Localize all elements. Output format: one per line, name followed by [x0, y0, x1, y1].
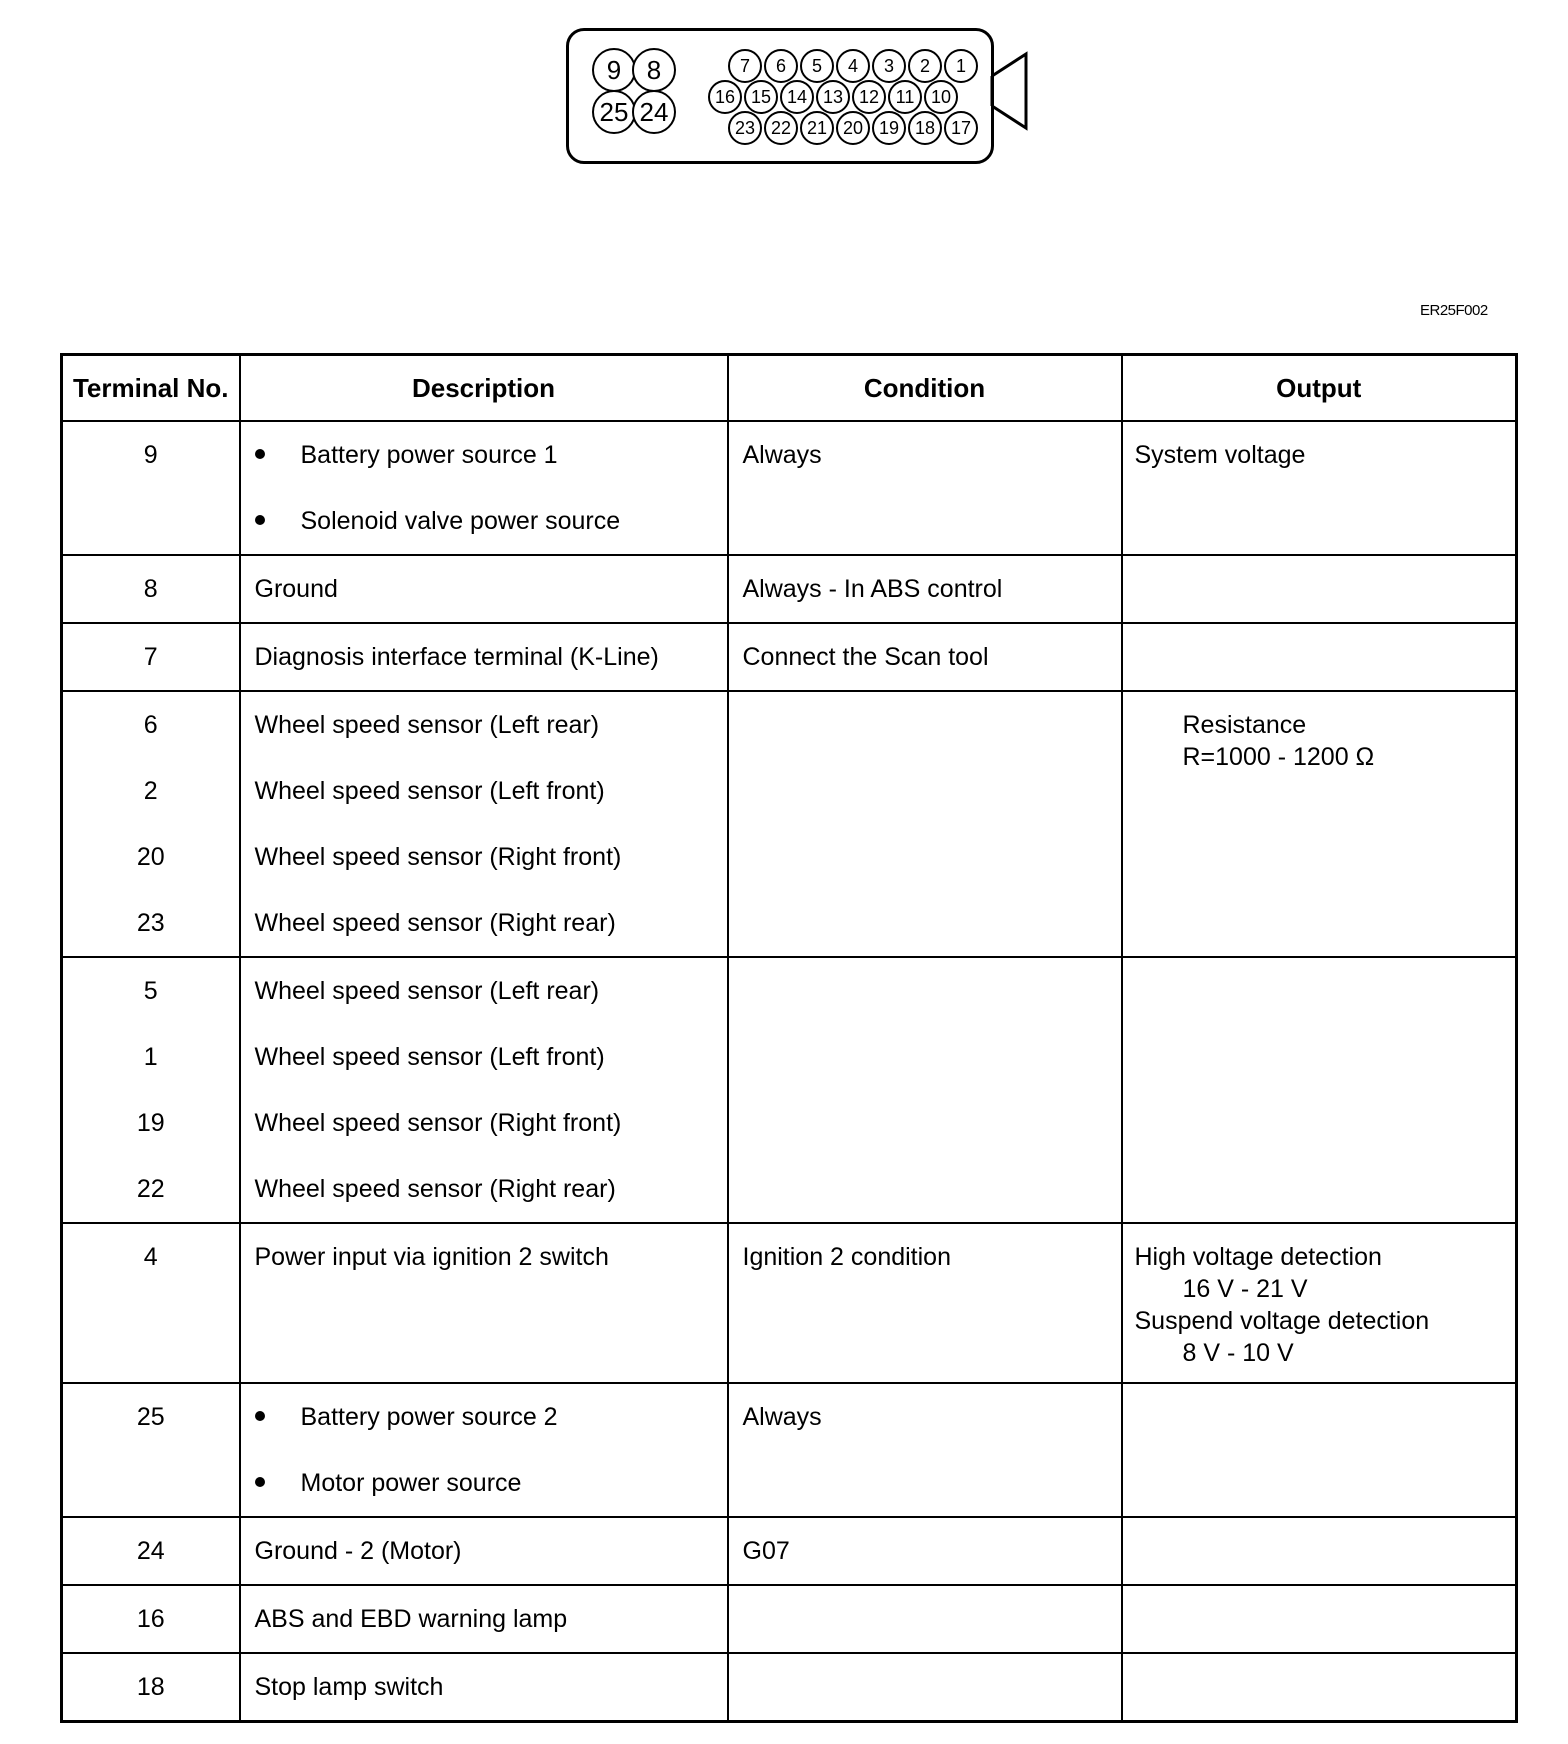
terminal-cell	[62, 1517, 240, 1585]
condition-cell	[728, 555, 1122, 623]
bullet-icon	[255, 1411, 265, 1421]
description-text: Wheel speed sensor (Right rear)	[254, 909, 616, 937]
terminal-number: 22	[136, 1175, 165, 1203]
connector-pin: 12	[852, 80, 886, 114]
condition-text: Ignition 2 condition	[742, 1243, 951, 1271]
terminal-number: 2	[143, 777, 158, 805]
table-row	[62, 1223, 1517, 1383]
condition-text	[743, 692, 1107, 709]
condition-cell	[728, 1653, 1122, 1722]
table-row	[62, 1585, 1517, 1653]
output-text: Suspend voltage detection	[1134, 1307, 1430, 1335]
connector-pin: 22	[764, 111, 798, 145]
terminal-cell	[62, 957, 240, 1223]
condition-cell	[728, 1585, 1122, 1653]
terminal-number	[63, 488, 239, 554]
condition-text: G07	[742, 1537, 790, 1565]
description-line	[241, 488, 727, 554]
table-row	[62, 1383, 1517, 1517]
condition-cell	[728, 691, 1122, 957]
terminal-cell	[62, 1383, 240, 1517]
terminal-cell	[62, 555, 240, 623]
connector-pin: 10	[924, 80, 958, 114]
terminal-number: 23	[136, 909, 165, 937]
description-text: Battery power source 2	[300, 1403, 558, 1431]
header-condition: Condition	[728, 355, 1122, 422]
terminal-cell	[62, 1223, 240, 1383]
table-row	[62, 1517, 1517, 1585]
description-line	[241, 1586, 727, 1652]
terminal-number: 8	[143, 575, 158, 603]
terminal-number: 25	[136, 1403, 165, 1431]
connector-pin: 7	[728, 49, 762, 83]
connector-pin: 14	[780, 80, 814, 114]
description-line	[241, 1654, 727, 1720]
connector-pin: 5	[800, 49, 834, 83]
description-cell	[240, 1223, 728, 1383]
description-text: Wheel speed sensor (Left front)	[254, 777, 605, 805]
table-row	[62, 691, 1517, 957]
output-text: 16 V - 21 V	[1182, 1275, 1308, 1303]
connector-pin: 19	[872, 111, 906, 145]
description-line	[241, 1156, 727, 1222]
bullet-icon	[255, 515, 265, 525]
terminal-number: 5	[143, 977, 158, 1005]
description-text: Wheel speed sensor (Right front)	[254, 843, 622, 871]
description-text: Stop lamp switch	[254, 1673, 444, 1701]
description-text: Wheel speed sensor (Right front)	[254, 1109, 622, 1137]
table-row	[62, 421, 1517, 555]
output-text: Resistance	[1182, 711, 1307, 739]
description-line	[241, 1518, 727, 1584]
description-text: Ground - 2 (Motor)	[254, 1537, 462, 1565]
terminal-cell	[62, 691, 240, 957]
terminal-number: 1	[143, 1043, 158, 1071]
description-line	[241, 758, 727, 824]
description-line	[241, 1384, 727, 1450]
condition-text	[743, 1654, 1107, 1671]
description-cell	[240, 1517, 728, 1585]
description-text: Wheel speed sensor (Left rear)	[254, 711, 600, 739]
connector-pin: 15	[744, 80, 778, 114]
description-line	[241, 824, 727, 890]
condition-text	[743, 958, 1107, 975]
description-text: Power input via ignition 2 switch	[254, 1243, 609, 1271]
description-line	[241, 422, 727, 488]
description-line	[241, 624, 727, 690]
description-line	[241, 958, 727, 1024]
description-line	[241, 890, 727, 956]
description-text: Motor power source	[300, 1469, 522, 1497]
output-text: High voltage detection	[1134, 1243, 1382, 1271]
description-text: ABS and EBD warning lamp	[254, 1605, 568, 1633]
terminal-number: 9	[143, 441, 158, 469]
output-cell	[1122, 1383, 1517, 1517]
output-text: 8 V - 10 V	[1182, 1339, 1294, 1367]
terminal-number: 18	[136, 1673, 165, 1701]
condition-text: Connect the Scan tool	[742, 643, 989, 671]
output-cell	[1122, 1517, 1517, 1585]
header-description: Description	[240, 355, 728, 422]
description-line	[241, 692, 727, 758]
output-cell	[1122, 957, 1517, 1223]
connector-pin: 25	[592, 90, 636, 134]
description-cell	[240, 1383, 728, 1517]
connector-pin: 9	[592, 48, 636, 92]
description-cell	[240, 1585, 728, 1653]
condition-cell	[728, 421, 1122, 555]
output-cell	[1122, 691, 1517, 957]
terminal-number: 4	[143, 1243, 158, 1271]
description-text: Solenoid valve power source	[300, 507, 621, 535]
terminal-cell	[62, 421, 240, 555]
connector-pin: 16	[708, 80, 742, 114]
condition-cell	[728, 957, 1122, 1223]
terminal-number: 24	[136, 1537, 165, 1565]
description-cell	[240, 691, 728, 957]
bullet-icon	[255, 449, 265, 459]
description-text: Ground	[254, 575, 338, 603]
description-text: Diagnosis interface terminal (K-Line)	[254, 643, 659, 671]
connector-pin: 18	[908, 111, 942, 145]
connector-diagram	[560, 24, 1040, 174]
description-line	[241, 1450, 727, 1516]
description-line	[241, 1224, 727, 1290]
condition-cell	[728, 1223, 1122, 1383]
figure-code: ER25F002	[1420, 302, 1488, 319]
table-header-row	[62, 355, 1517, 422]
description-cell	[240, 555, 728, 623]
output-cell	[1122, 1585, 1517, 1653]
output-cell	[1122, 421, 1517, 555]
table-row	[62, 1653, 1517, 1722]
condition-cell	[728, 623, 1122, 691]
description-text: Wheel speed sensor (Left rear)	[254, 977, 600, 1005]
header-output: Output	[1122, 355, 1517, 422]
terminal-table	[60, 353, 1518, 1723]
description-text: Battery power source 1	[300, 441, 558, 469]
connector-pin: 2	[908, 49, 942, 83]
condition-cell	[728, 1517, 1122, 1585]
description-line	[241, 556, 727, 622]
terminal-cell	[62, 623, 240, 691]
terminal-number: 6	[143, 711, 158, 739]
connector-pin: 6	[764, 49, 798, 83]
description-cell	[240, 1653, 728, 1722]
description-text: Wheel speed sensor (Right rear)	[254, 1175, 616, 1203]
output-text: R=1000 - 1200 Ω	[1182, 743, 1375, 771]
condition-text	[743, 1586, 1107, 1603]
output-cell	[1122, 623, 1517, 691]
header-terminal: Terminal No.	[62, 355, 240, 422]
output-text: System voltage	[1134, 441, 1306, 469]
description-line	[241, 1090, 727, 1156]
condition-text: Always	[742, 1403, 822, 1431]
connector-pin: 13	[816, 80, 850, 114]
connector-pin: 23	[728, 111, 762, 145]
terminal-number	[63, 1450, 239, 1516]
bullet-icon	[255, 1477, 265, 1487]
condition-cell	[728, 1383, 1122, 1517]
connector-pin: 3	[872, 49, 906, 83]
description-text: Wheel speed sensor (Left front)	[254, 1043, 605, 1071]
connector-pin: 21	[800, 111, 834, 145]
connector-pin: 4	[836, 49, 870, 83]
terminal-cell	[62, 1653, 240, 1722]
connector-key-tab-icon	[990, 50, 1030, 132]
condition-text: Always - In ABS control	[742, 575, 1003, 603]
connector-pin: 24	[632, 90, 676, 134]
terminal-number: 19	[136, 1109, 165, 1137]
terminal-number: 16	[136, 1605, 165, 1633]
table-row	[62, 957, 1517, 1223]
terminal-number: 7	[143, 643, 158, 671]
description-line	[241, 1024, 727, 1090]
description-cell	[240, 421, 728, 555]
condition-text: Always	[742, 441, 822, 469]
connector-pin: 1	[944, 49, 978, 83]
connector-pin: 17	[944, 111, 978, 145]
connector-pin: 8	[632, 48, 676, 92]
connector-pin: 11	[888, 80, 922, 114]
table-row	[62, 623, 1517, 691]
terminal-number: 20	[136, 843, 165, 871]
output-cell	[1122, 555, 1517, 623]
table-row	[62, 555, 1517, 623]
table-body	[62, 421, 1517, 1722]
connector-pin: 20	[836, 111, 870, 145]
output-cell	[1122, 1653, 1517, 1722]
output-cell	[1122, 1223, 1517, 1383]
description-cell	[240, 623, 728, 691]
description-cell	[240, 957, 728, 1223]
terminal-cell	[62, 1585, 240, 1653]
